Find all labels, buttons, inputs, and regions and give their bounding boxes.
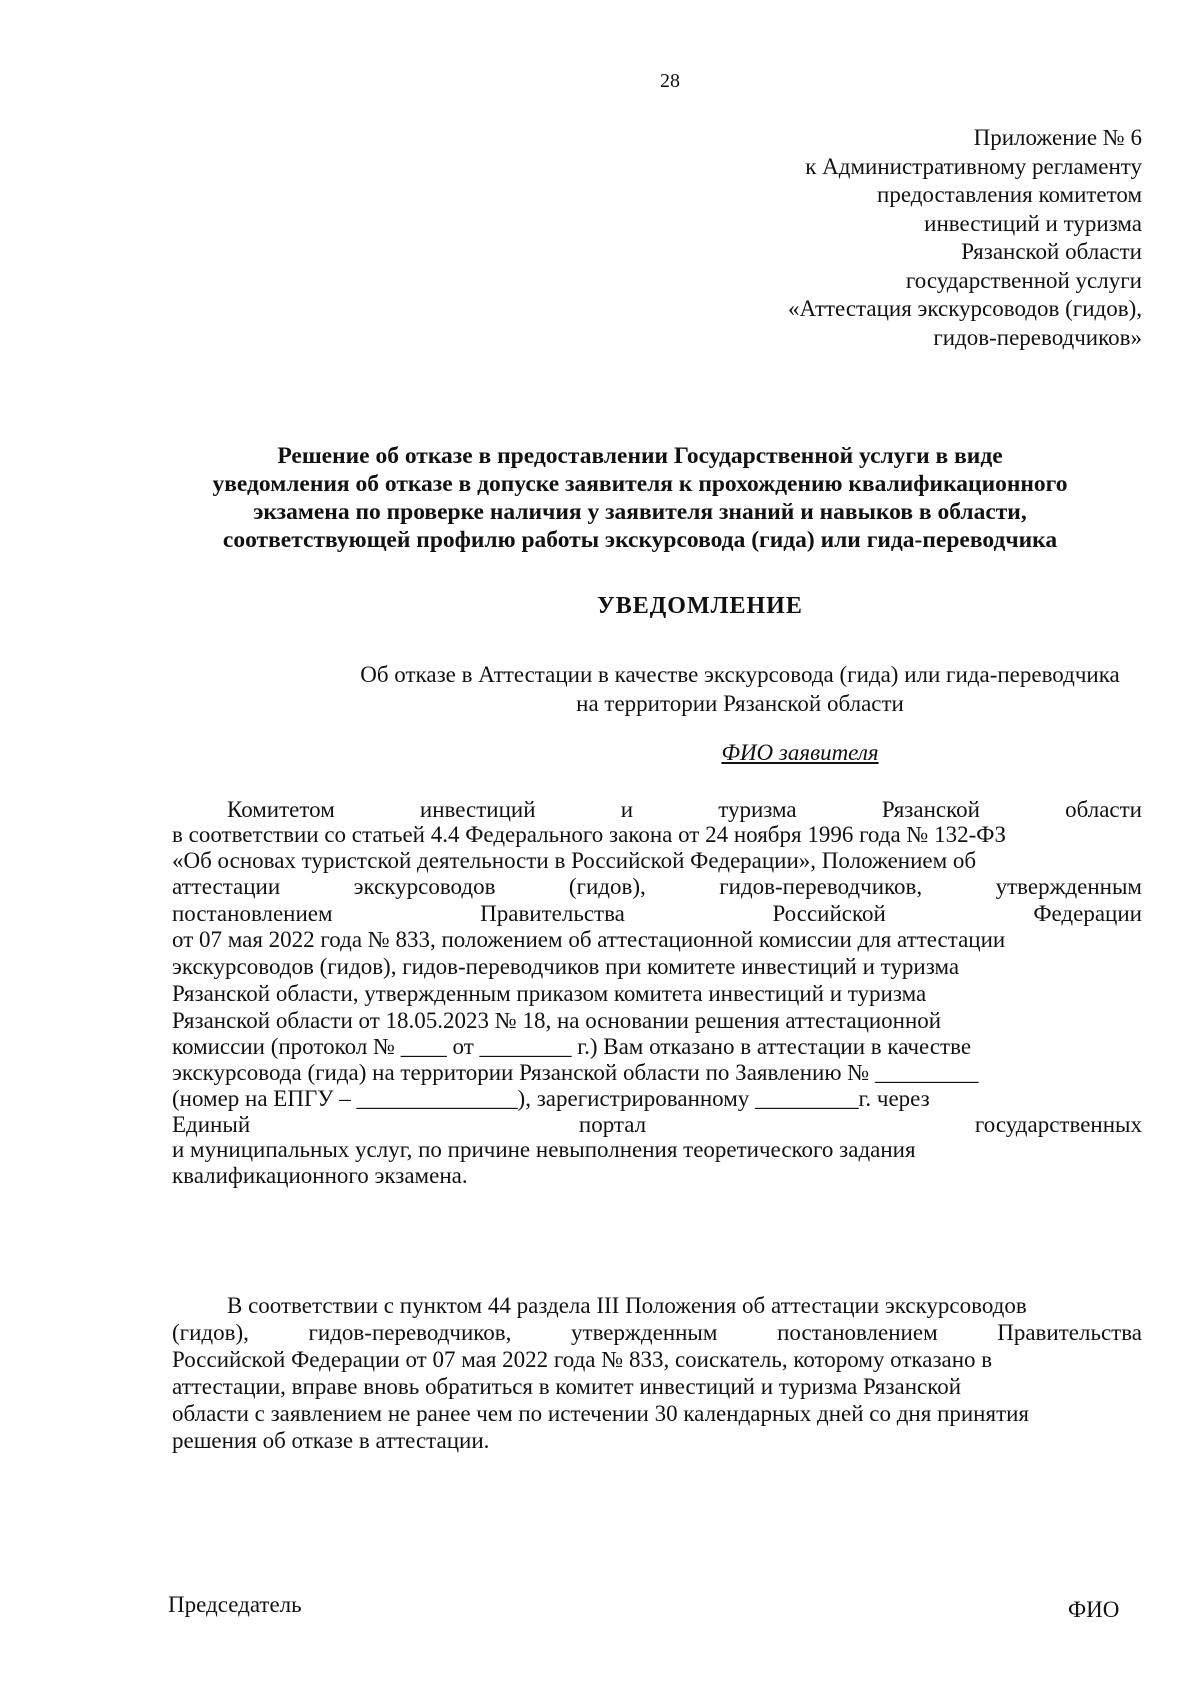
paragraph-text: туризма [718,797,797,822]
decision-title [150,442,1130,554]
paragraph-text: и [620,797,634,822]
paragraph-text: в соответствии со статьей 4.4 Федерального закона от 24 ноября 1996 года № 132-ФЗ [172,822,1006,847]
signature-name: ФИО [1068,1597,1120,1622]
paragraph-text: Правительства [997,1320,1142,1345]
paragraph-text: комиссии (протокол № ____ от ________ г.) Вам отказано в аттестации в качестве [172,1034,972,1059]
paragraph-text: экскурсоводов (гидов), гидов-переводчиков при комитете инвестиций и туризма [172,954,960,979]
decision-title-line: соответствующей профилю работы экскурсовода (гида) или гида-переводчика [222,527,1058,553]
paragraph-text: постановлением [777,1320,938,1345]
paragraph-line [172,1428,1142,1455]
decision-title-line: уведомления об отказе в допуске заявителя к прохождению квалификационного [212,471,1068,497]
paragraph-line [172,1137,1142,1164]
paragraph-line [172,1008,1142,1035]
paragraph-text: экскурсовода (гида) на территории Рязанской области по Заявлению № _________ [172,1060,979,1085]
signature-position: Председатель [168,1592,302,1617]
paragraph-line [172,954,1142,981]
paragraph-line [172,1086,1142,1113]
notice-subtitle [200,660,1200,718]
appendix-line: к Административному регламенту [805,153,1142,179]
paragraph-text: Рязанской [881,797,980,822]
appendix-line: Приложение № 6 [973,125,1142,150]
paragraph-text: от 07 мая 2022 года № 833, положением об аттестационной комиссии для аттестации [172,927,1006,952]
appendix-line: «Аттестация экскурсоводов (гидов), [787,296,1142,321]
paragraph-text: гидов-переводчиков, [719,874,923,899]
paragraph-line [172,1347,1142,1374]
paragraph-text: Правительства [480,901,625,926]
notice-heading: УВЕДОМЛЕНИЕ [597,593,803,619]
paragraph-text: и муниципальных услуг, по причине невыполнения теоретического задания [172,1137,916,1162]
paragraph-text: постановлением [172,901,333,926]
paragraph-text: аттестации [172,874,281,899]
paragraph-text: Российской Федерации от 07 мая 2022 года № 833, соискатель, которому отказано в [172,1347,993,1372]
paragraph-line [172,1401,1142,1428]
notice-subtitle-line: Об отказе в Аттестации в качестве экскурсовода (гида) или гида-переводчика [360,662,1120,687]
appendix-line: гидов-переводчиков» [933,324,1142,350]
appendix-note [600,124,1142,352]
paragraph-text: решения об отказе в аттестации. [172,1428,490,1453]
paragraph-line [172,1034,1142,1061]
paragraph-text: Комитетом [227,797,335,822]
paragraph-text: инвестиций [419,797,536,822]
paragraph-text: (номер на ЕПГУ – ______________), зарегистрированному _________г. через [172,1086,930,1111]
paragraph-text: (гидов), [568,874,646,899]
paragraph-text: Рязанской области от 18.05.2023 № 18, на основании решения аттестационной [172,1008,942,1033]
paragraph-text: утвержденным [995,874,1142,899]
paragraph-line [172,848,1142,875]
paragraph-line [172,901,1142,928]
appendix-line: инвестиций и туризма [924,210,1142,236]
paragraph-line [227,1293,1142,1320]
paragraph-line [172,1320,1142,1347]
paragraph-line [172,1163,1142,1190]
page-number: 28 [660,70,680,92]
paragraph-text: области [1065,797,1142,822]
paragraph-line [172,822,1142,849]
paragraph-text: гидов-переводчиков, [308,1320,512,1345]
paragraph-text: Федерации [1033,901,1142,926]
paragraph-text: квалификационного экзамена. [172,1163,468,1188]
paragraph-text: Рязанской области, утвержденным приказом комитета инвестиций и туризма [172,981,927,1006]
appendix-line: Рязанской области [961,239,1142,264]
paragraph-text: портал [578,1112,647,1137]
paragraph-text: Российской [772,901,886,926]
decision-title-line: экзамена по проверке наличия у заявителя знаний и навыков в области, [253,499,1027,525]
paragraph-text: В соответствии с пунктом 44 раздела III Положения об аттестации экскурсоводов [227,1293,1027,1318]
paragraph-line [172,1060,1142,1087]
paragraph-text: Единый [172,1112,251,1137]
paragraph-text: государственных [974,1112,1142,1137]
appendix-line: государственной услуги [905,267,1142,293]
paragraph-text: экскурсоводов [353,874,496,899]
paragraph-line [172,874,1142,901]
paragraph-text: области с заявлением не ранее чем по истечении 30 календарных дней со дня принятия [172,1401,1030,1426]
paragraph-text: аттестации, вправе вновь обратиться в комитет инвестиций и туризма Рязанской [172,1374,962,1399]
paragraph-text: «Об основах туристской деятельности в Российской Федерации», Положением об [172,848,977,873]
paragraph-text: (гидов), [172,1320,249,1345]
paragraph-text: утвержденным [571,1320,718,1345]
applicant-name: ФИО заявителя [721,740,879,765]
paragraph-line [227,797,1142,824]
appendix-line: предоставления комитетом [877,182,1142,207]
decision-title-line: Решение об отказе в предоставлении Государственной услуги в виде [277,443,1003,469]
paragraph-line [172,981,1142,1008]
paragraph-line [172,1112,1142,1139]
notice-subtitle-line: на территории Рязанской области [576,691,904,716]
paragraph-line [172,927,1142,954]
paragraph-line [172,1374,1142,1401]
